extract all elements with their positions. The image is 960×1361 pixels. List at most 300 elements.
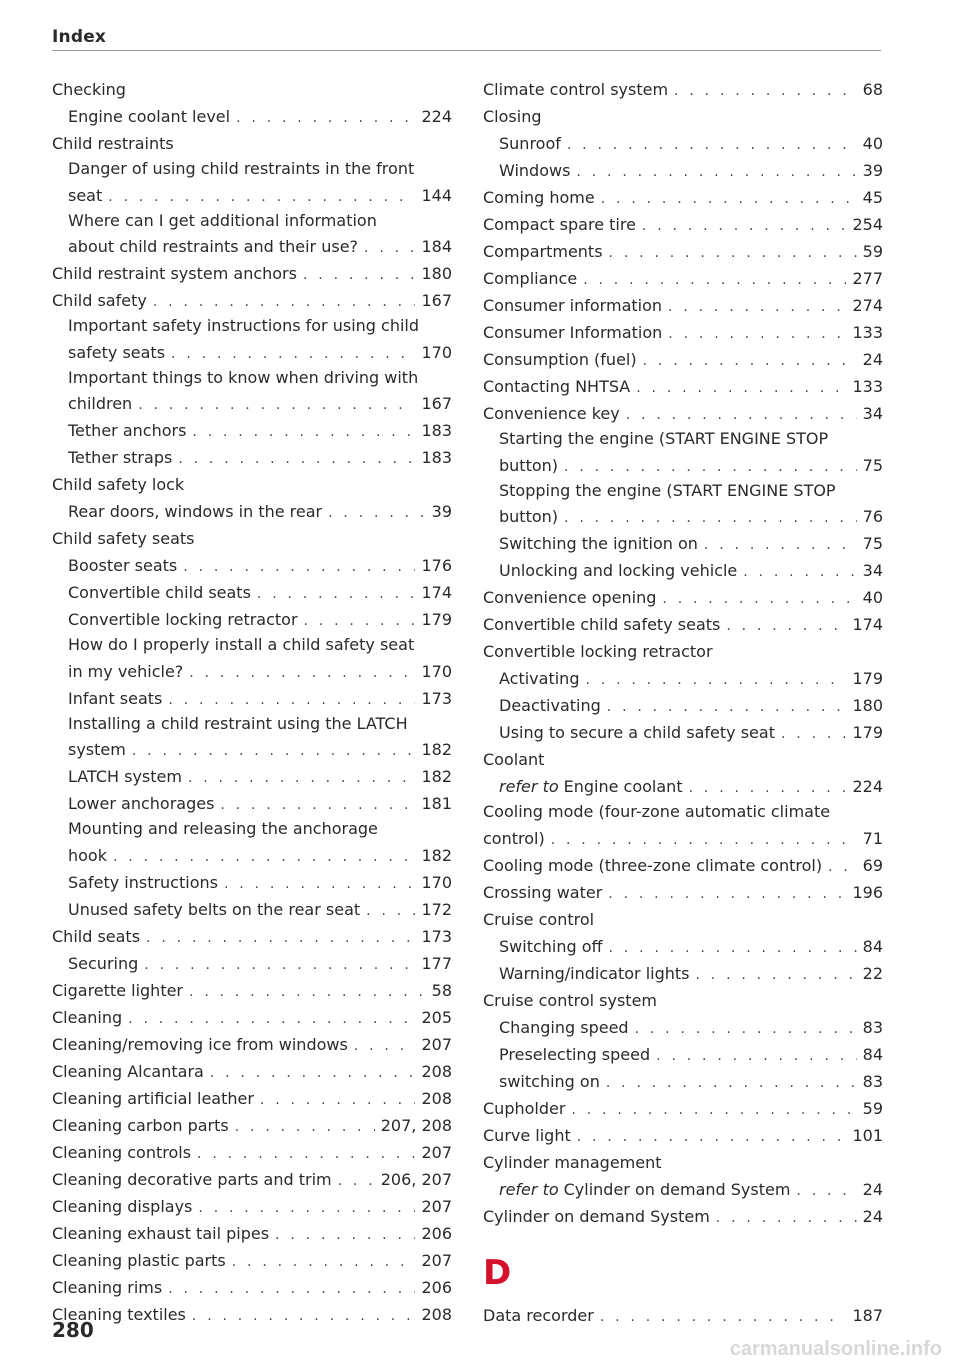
dot-leader <box>113 844 415 871</box>
page-reference: 206 <box>421 1277 452 1297</box>
cross-reference-target: Cylinder on demand System <box>563 1179 791 1199</box>
dot-leader <box>220 792 415 819</box>
index-entry <box>52 76 452 103</box>
index-subentry <box>52 763 452 790</box>
entry-term: Cleaning textiles <box>52 1304 186 1324</box>
dot-leader <box>642 213 847 240</box>
page-reference: 207 <box>421 1196 452 1216</box>
dot-leader <box>606 1070 857 1097</box>
entry-term: Consumer information <box>483 296 663 315</box>
entry-term: hook <box>68 845 107 865</box>
page-reference: 40 <box>862 134 883 153</box>
dot-leader <box>564 505 857 532</box>
index-subentry <box>483 665 883 692</box>
page-reference: 176 <box>421 556 452 575</box>
index-subentry <box>483 130 883 157</box>
index-entry <box>52 1193 452 1220</box>
page-reference: 182 <box>421 767 452 786</box>
index-subentry <box>483 933 883 960</box>
index-subentry <box>52 366 452 391</box>
page-reference: 34 <box>862 404 883 423</box>
index-entry <box>52 1031 452 1058</box>
index-entry <box>52 1058 452 1085</box>
entry-term: Data recorder <box>483 1305 594 1325</box>
entry-term: Tether anchors <box>68 421 187 440</box>
entry-term: Cooling mode (three-zone climate control) <box>483 855 823 875</box>
dot-leader <box>260 1087 416 1114</box>
page-reference: 180 <box>421 264 452 283</box>
entry-term: Consumption (fuel) <box>483 350 637 369</box>
page-reference: 133 <box>852 323 883 342</box>
dot-leader <box>704 532 857 559</box>
entry-term: Checking <box>52 80 126 99</box>
entry-term <box>499 773 683 800</box>
index-entry <box>483 1095 883 1122</box>
entry-term: Cleaning Alcantara <box>52 1061 204 1081</box>
page-reference: 84 <box>862 1044 883 1064</box>
dot-leader <box>656 1043 857 1070</box>
index-subentry <box>483 773 883 800</box>
dot-leader <box>178 446 415 473</box>
dot-leader <box>236 105 415 132</box>
index-entry <box>52 1274 452 1301</box>
index-entry <box>483 746 883 773</box>
index-entry <box>52 1004 452 1031</box>
entry-term: Infant seats <box>68 688 163 708</box>
page-reference: 170 <box>421 342 452 362</box>
entry-term: Rear doors, windows in the rear <box>68 502 323 521</box>
entry-term: Important things to know when driving with <box>68 367 419 387</box>
entry-term: children <box>68 394 133 413</box>
entry-term: Child safety seats <box>52 529 195 548</box>
page-reference: 167 <box>421 291 452 310</box>
watermark: carmanualsonline.info <box>729 1338 942 1360</box>
entry-term: Using to secure a child safety seat <box>499 723 775 742</box>
index-entry <box>483 987 883 1014</box>
index-entry <box>483 1302 883 1329</box>
dot-leader <box>643 348 857 375</box>
entry-term: Switching the ignition on <box>499 534 698 553</box>
entry-term: Changing speed <box>499 1017 629 1037</box>
page-reference: 208 <box>421 1061 452 1081</box>
index-entry <box>52 1166 452 1193</box>
entry-term: Convertible locking retractor <box>68 610 298 629</box>
entry-term: Climate control system <box>483 80 669 99</box>
page-reference: 75 <box>862 455 883 475</box>
page-reference: 184 <box>421 237 452 256</box>
index-entry <box>483 76 883 103</box>
page-reference: 172 <box>421 899 452 919</box>
page-reference: 187 <box>852 1305 883 1325</box>
entry-term: Compartments <box>483 242 603 261</box>
index-subentry <box>483 427 883 452</box>
cross-reference-label: refer to <box>499 777 559 796</box>
entry-term: button) <box>499 455 559 475</box>
entry-term: Mounting and releasing the anchorage <box>68 819 378 838</box>
entry-term: Child safety <box>52 291 147 310</box>
index-subentry <box>483 452 883 479</box>
index-entry <box>52 1139 452 1166</box>
page-reference: 183 <box>421 421 452 440</box>
entry-term: Booster seats <box>68 556 178 575</box>
dot-leader <box>210 1060 416 1087</box>
index-entry <box>483 373 883 400</box>
dot-leader <box>674 78 857 105</box>
index-entry <box>52 977 452 1004</box>
entry-term: Compact spare tire <box>483 215 636 234</box>
dot-leader <box>235 1114 375 1141</box>
dot-leader <box>366 898 415 925</box>
page-reference: 207 <box>421 1142 452 1162</box>
entry-term: Lower anchorages <box>68 794 215 813</box>
index-entry <box>483 103 883 130</box>
index-entry <box>52 1247 452 1274</box>
index-subentry <box>52 606 452 633</box>
index-subentry <box>483 557 883 584</box>
page-reference: 277 <box>852 269 883 288</box>
entry-term: Consumer Information <box>483 323 663 342</box>
page-reference: 206 <box>421 1223 452 1243</box>
page-reference: 167 <box>421 394 452 413</box>
page-reference: 24 <box>862 350 883 369</box>
index-entry <box>483 879 883 906</box>
page-reference: 207, 208 <box>380 1115 452 1135</box>
dot-leader <box>304 608 416 635</box>
dot-leader <box>608 881 846 908</box>
entry-term: Cleaning plastic parts <box>52 1250 226 1270</box>
index-subentry <box>52 842 452 869</box>
index-subentry <box>52 633 452 658</box>
entry-term: Cleaning rims <box>52 1277 163 1297</box>
dot-leader <box>168 1276 415 1303</box>
dot-leader <box>197 1141 415 1168</box>
dot-leader <box>364 235 415 262</box>
entry-term: Sunroof <box>499 134 561 153</box>
index-subentry <box>52 314 452 339</box>
entry-term: LATCH system <box>68 767 182 786</box>
dot-leader <box>828 854 857 881</box>
page-reference: 183 <box>421 448 452 467</box>
index-subentry <box>483 479 883 504</box>
page-reference: 208 <box>421 1304 452 1324</box>
entry-term: Warning/indicator lights <box>499 963 690 983</box>
dot-leader <box>132 738 416 765</box>
page-reference: 181 <box>421 794 452 813</box>
dot-leader <box>626 402 857 429</box>
entry-term: Child safety lock <box>52 475 185 494</box>
entry-term: Starting the engine (START ENGINE STOP <box>499 429 829 448</box>
entry-term: Closing <box>483 107 542 126</box>
page-reference: 39 <box>862 161 883 180</box>
index-entry <box>483 319 883 346</box>
index-subentry <box>483 719 883 746</box>
dot-leader <box>600 1304 847 1331</box>
page-reference: 22 <box>862 963 883 983</box>
index-subentry <box>52 896 452 923</box>
entry-term: Cleaning <box>52 1007 123 1027</box>
index-entry <box>483 584 883 611</box>
index-subentry <box>52 233 452 260</box>
page-reference: 58 <box>431 980 452 1000</box>
page-reference: 274 <box>852 296 883 315</box>
index-subentry <box>52 790 452 817</box>
page-reference: 173 <box>421 926 452 946</box>
entry-term: Deactivating <box>499 696 601 715</box>
entry-term: Convenience opening <box>483 588 657 607</box>
entry-term: Coolant <box>483 750 545 769</box>
entry-term: Convertible child seats <box>68 583 251 602</box>
entry-term: Unlocking and locking vehicle <box>499 561 738 580</box>
index-entry <box>52 260 452 287</box>
dot-leader <box>303 262 415 289</box>
index-subentry <box>52 712 452 737</box>
dot-leader <box>551 827 857 854</box>
page-reference: 179 <box>852 669 883 688</box>
index-entry <box>483 611 883 638</box>
dot-leader <box>354 1033 416 1060</box>
entry-term: Danger of using child restraints in the front <box>68 159 415 178</box>
page-number: 280 <box>52 1318 94 1342</box>
dot-leader <box>726 613 846 640</box>
dot-leader <box>183 554 415 581</box>
index-subentry <box>483 960 883 987</box>
dot-leader <box>144 952 415 979</box>
dot-leader <box>781 721 846 748</box>
dot-leader <box>128 1006 415 1033</box>
index-entry <box>483 1203 883 1230</box>
page-reference: 207 <box>421 1250 452 1270</box>
index-entry <box>52 1301 452 1328</box>
index-subentry <box>483 157 883 184</box>
dot-leader <box>171 341 415 368</box>
index-entry <box>483 211 883 238</box>
entry-term: Engine coolant level <box>68 107 231 126</box>
dot-leader <box>716 1205 857 1232</box>
header-divider <box>52 50 881 51</box>
dot-leader <box>198 1195 415 1222</box>
page-reference: 224 <box>421 107 452 126</box>
index-entry <box>483 238 883 265</box>
dot-leader <box>583 267 846 294</box>
index-subentry <box>483 530 883 557</box>
page-reference: 71 <box>862 828 883 848</box>
entry-term <box>499 1176 790 1203</box>
dot-leader <box>275 1222 415 1249</box>
index-subentry <box>52 209 452 234</box>
index-subentry <box>52 579 452 606</box>
entry-term: Switching off <box>499 936 603 956</box>
entry-term: Cruise control <box>483 909 595 929</box>
index-subentry <box>52 417 452 444</box>
page-reference: 174 <box>852 615 883 634</box>
entry-term: Cleaning controls <box>52 1142 192 1162</box>
entry-term: Convenience key <box>483 404 620 423</box>
index-entry <box>52 525 452 552</box>
entry-term: safety seats <box>68 342 166 362</box>
entry-term: in my vehicle? <box>68 661 184 681</box>
index-subentry <box>52 552 452 579</box>
entry-term: Cleaning carbon parts <box>52 1115 229 1135</box>
page-reference: 39 <box>431 502 452 521</box>
entry-term: switching on <box>499 1071 600 1091</box>
index-entry <box>483 346 883 373</box>
page-reference: 206, 207 <box>380 1169 452 1189</box>
entry-term: Cruise control system <box>483 990 657 1010</box>
page-reference: 173 <box>421 688 452 708</box>
page-reference: 254 <box>852 215 883 234</box>
page-reference: 24 <box>862 1206 883 1226</box>
page-reference: 83 <box>862 1071 883 1091</box>
dot-leader <box>668 294 846 321</box>
dot-leader <box>257 581 416 608</box>
page-reference: 174 <box>421 583 452 602</box>
page-reference: 76 <box>862 507 883 526</box>
dot-leader <box>635 1016 857 1043</box>
section-letter-heading: D <box>483 1252 512 1293</box>
index-entry <box>483 906 883 933</box>
entry-term: Where can I get additional information <box>68 210 377 230</box>
entry-term: Activating <box>499 669 580 688</box>
dot-leader <box>328 500 426 527</box>
index-subentry <box>483 1014 883 1041</box>
dot-leader <box>609 935 857 962</box>
page-reference: 196 <box>852 882 883 902</box>
entry-term: Safety instructions <box>68 872 218 892</box>
entry-term: system <box>68 740 126 759</box>
entry-term: Compliance <box>483 269 578 288</box>
index-entry <box>483 638 883 665</box>
page-reference: 179 <box>852 723 883 742</box>
dot-leader <box>585 667 846 694</box>
index-entry <box>483 852 883 879</box>
entry-term: Important safety instructions for using child <box>68 316 420 335</box>
dot-leader <box>108 184 415 211</box>
page-reference: 45 <box>862 188 883 207</box>
index-subentry <box>52 498 452 525</box>
entry-term: Cleaning displays <box>52 1196 193 1216</box>
dot-leader <box>668 321 846 348</box>
dot-leader <box>636 375 846 402</box>
page-reference: 59 <box>862 1098 883 1118</box>
dot-leader <box>564 454 857 481</box>
index-entry <box>483 825 883 852</box>
dot-leader <box>607 694 847 721</box>
page-reference: 59 <box>862 242 883 261</box>
dot-leader <box>189 979 426 1006</box>
dot-leader <box>189 660 415 687</box>
index-entry <box>483 800 883 825</box>
page-reference: 133 <box>852 377 883 396</box>
index-subentry <box>52 685 452 712</box>
dot-leader <box>743 559 856 586</box>
index-subentry <box>483 1041 883 1068</box>
index-subentry <box>52 182 452 209</box>
page-reference: 68 <box>862 80 883 99</box>
entry-term: Cleaning/removing ice from windows <box>52 1034 348 1054</box>
index-subentry <box>52 103 452 130</box>
entry-term: control) <box>483 828 545 848</box>
index-subentry <box>483 503 883 530</box>
index-subentry <box>52 736 452 763</box>
dot-leader <box>601 186 857 213</box>
entry-term: Securing <box>68 953 139 973</box>
page-reference: 83 <box>862 1017 883 1037</box>
dot-leader <box>695 962 856 989</box>
dot-leader <box>168 687 415 714</box>
cross-reference-label: refer to <box>499 1179 559 1199</box>
dot-leader <box>576 159 856 186</box>
dot-leader <box>662 586 856 613</box>
page-reference: 34 <box>862 561 883 580</box>
entry-term: Child seats <box>52 926 141 946</box>
page-reference: 208 <box>421 1088 452 1108</box>
dot-leader <box>146 925 415 952</box>
page-reference: 179 <box>421 610 452 629</box>
dot-leader <box>153 289 416 316</box>
entry-term: Convertible child safety seats <box>483 615 721 634</box>
entry-term: button) <box>499 507 559 526</box>
page-reference: 224 <box>852 777 883 796</box>
page-reference: 177 <box>421 953 452 973</box>
entry-term: about child restraints and their use? <box>68 237 359 256</box>
entry-term: Coming home <box>483 188 595 207</box>
page-reference: 40 <box>862 588 883 607</box>
index-subentry <box>52 390 452 417</box>
page-reference: 205 <box>421 1007 452 1027</box>
index-entry <box>52 923 452 950</box>
entry-term: Unused safety belts on the rear seat <box>68 899 361 919</box>
entry-term: Preselecting speed <box>499 1044 651 1064</box>
dot-leader <box>796 1178 856 1205</box>
entry-term: Cigarette lighter <box>52 980 184 1000</box>
entry-term: Cleaning artificial leather <box>52 1088 254 1108</box>
dot-leader <box>609 240 857 267</box>
index-subentry <box>52 658 452 685</box>
index-entry <box>52 471 452 498</box>
entry-term: Cleaning exhaust tail pipes <box>52 1223 270 1243</box>
index-column-right <box>483 76 883 1329</box>
index-entry <box>483 265 883 292</box>
index-entry <box>52 1220 452 1247</box>
entry-term: Cooling mode (four-zone automatic climate <box>483 802 831 821</box>
page-header-title: Index <box>52 27 107 47</box>
page-reference: 101 <box>852 1125 883 1145</box>
page-reference: 170 <box>421 661 452 681</box>
entry-term: Windows <box>499 161 571 180</box>
index-entry <box>483 292 883 319</box>
entry-term: Contacting NHTSA <box>483 377 631 396</box>
entry-term: Child restraints <box>52 134 174 153</box>
dot-leader <box>188 765 416 792</box>
dot-leader <box>192 1303 416 1330</box>
index-entry <box>483 1122 883 1149</box>
index-subentry <box>52 157 452 182</box>
entry-term: Stopping the engine (START ENGINE STOP <box>499 480 836 500</box>
page-reference: 180 <box>852 696 883 715</box>
index-subentry <box>52 817 452 842</box>
index-subentry <box>52 950 452 977</box>
entry-term: Cylinder on demand System <box>483 1206 710 1226</box>
index-column-left <box>52 76 452 1328</box>
entry-term: Cupholder <box>483 1098 566 1118</box>
dot-leader <box>567 132 857 159</box>
dot-leader <box>571 1097 856 1124</box>
entry-term: seat <box>68 185 103 205</box>
page-reference: 84 <box>862 936 883 956</box>
index-entry <box>52 1085 452 1112</box>
dot-leader <box>224 871 415 898</box>
page-reference: 144 <box>421 185 452 205</box>
